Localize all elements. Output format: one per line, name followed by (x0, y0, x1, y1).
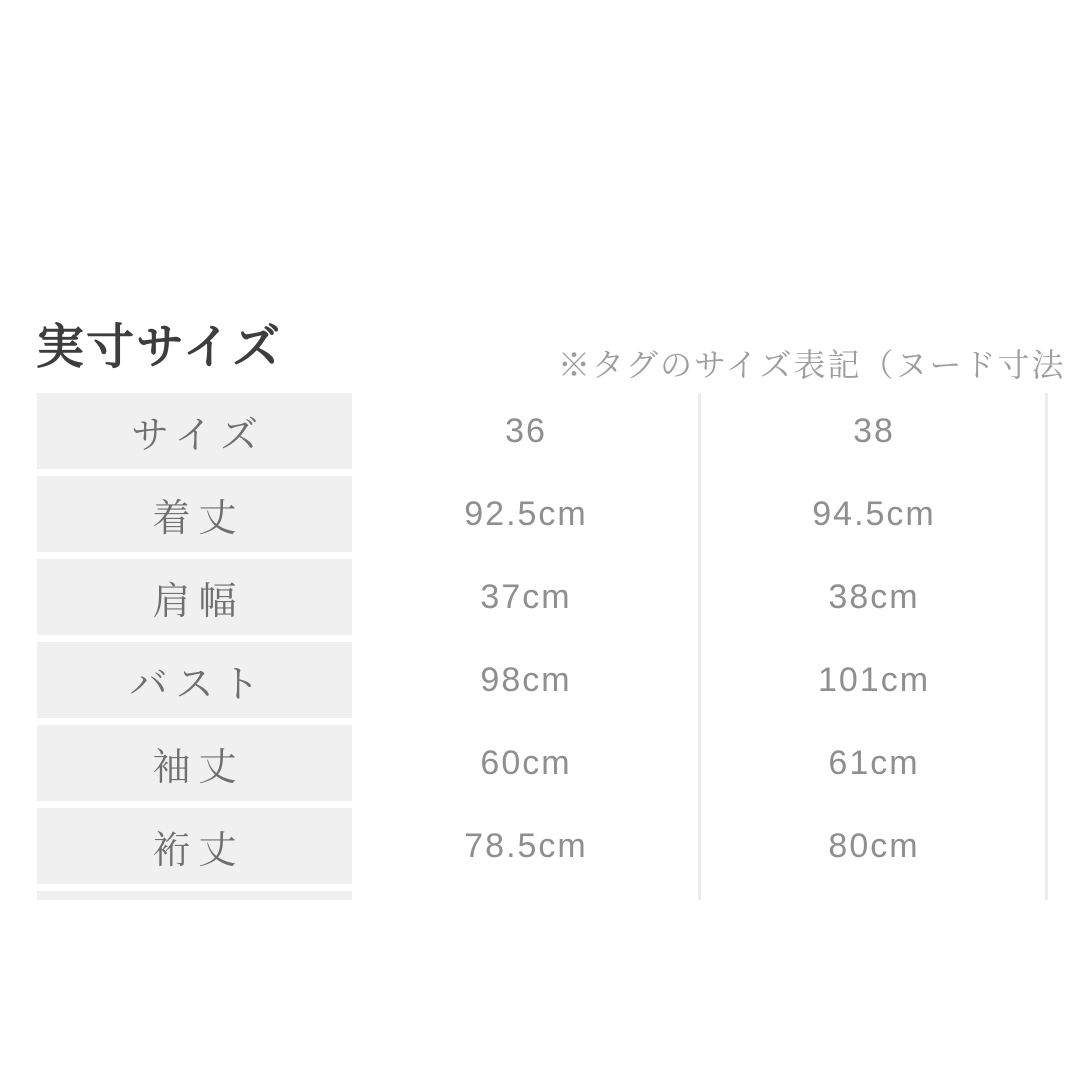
column-divider (698, 393, 701, 900)
row-value-col2: 61cm (828, 743, 920, 782)
row-label: 着丈 (37, 476, 352, 552)
table-row (37, 393, 1048, 469)
table-row (37, 476, 1048, 552)
column-divider (1045, 393, 1048, 900)
row-value-col1: 36 (505, 411, 547, 450)
row-value-col2: 38 (853, 411, 895, 450)
size-table-rows (37, 393, 1048, 900)
row-value-col2: 94.5cm (812, 494, 936, 533)
row-label: バスト (37, 642, 352, 718)
row-value-col2: 38cm (828, 577, 920, 616)
row-value-col1: 78.5cm (464, 826, 588, 865)
table-row-partial (37, 891, 1048, 900)
section-title: 実寸サイズ (36, 321, 283, 374)
table-row (37, 808, 1048, 884)
table-row (37, 642, 1048, 718)
row-value-col1: 98cm (480, 660, 572, 699)
row-label: 裄丈 (37, 808, 352, 884)
row-value-col1: 60cm (480, 743, 572, 782)
row-label: 肩幅 (37, 559, 352, 635)
table-row (37, 725, 1048, 801)
row-value-col2: 80cm (828, 826, 920, 865)
size-note: ※タグのサイズ表記（ヌード寸法 (558, 347, 1066, 383)
row-value-col1: 92.5cm (464, 494, 588, 533)
row-label: サイズ (37, 393, 352, 469)
row-value-col2: 101cm (817, 660, 931, 699)
row-value-col1: 37cm (480, 577, 572, 616)
table-row (37, 559, 1048, 635)
row-label-partial (37, 891, 352, 900)
row-label: 袖丈 (37, 725, 352, 801)
size-table (37, 393, 1048, 900)
